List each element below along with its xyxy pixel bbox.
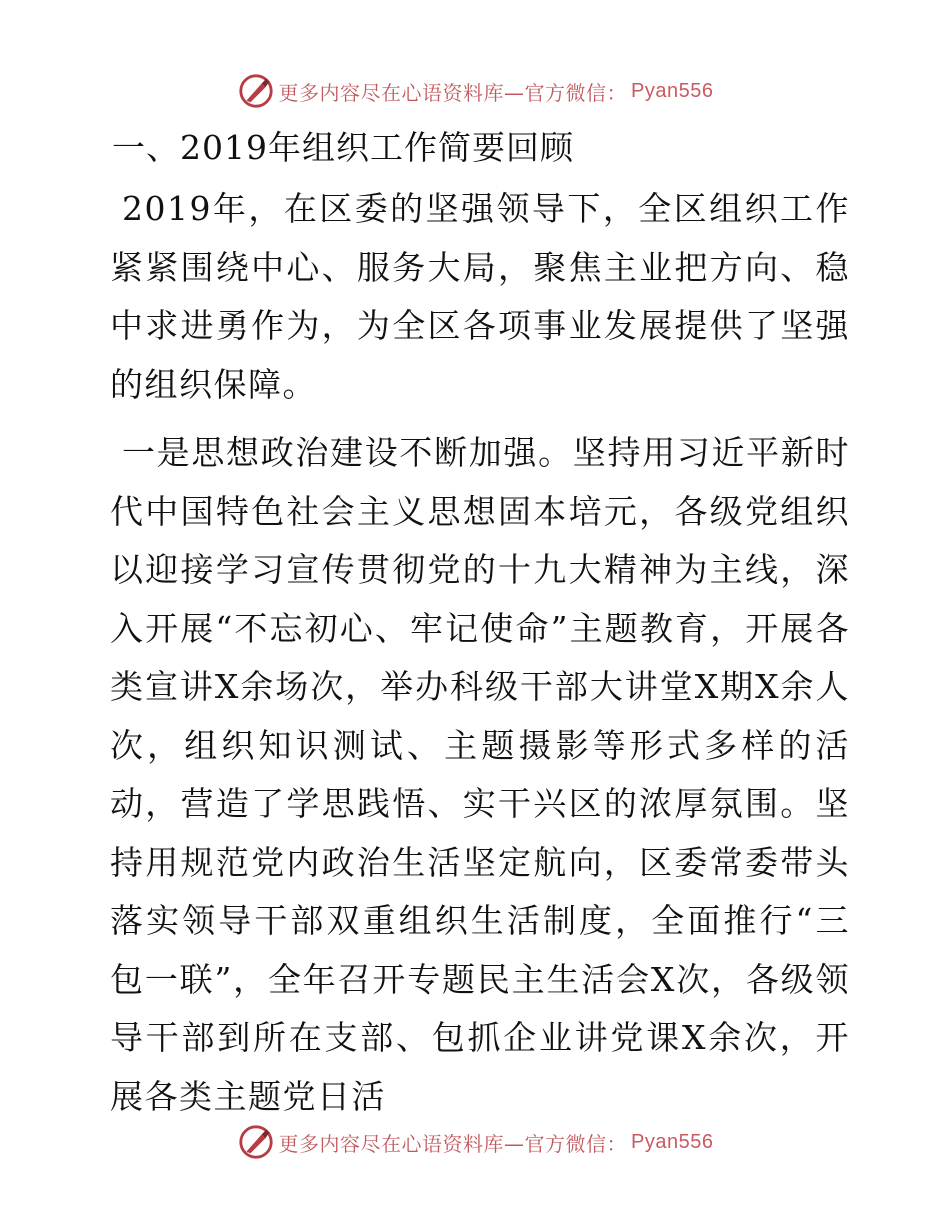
watermark-contact: Pyan556 [631, 1130, 714, 1153]
watermark-contact: Pyan556 [631, 79, 714, 102]
section-heading: 一、2019年组织工作简要回顾 [112, 128, 574, 167]
watermark-footer [0, 1123, 950, 1161]
document-body [110, 120, 850, 1136]
watermark-text: 更多内容尽在心语资料库—官方微信： [278, 1131, 628, 1156]
pen-logo-icon [237, 1123, 275, 1161]
watermark-header [0, 72, 950, 110]
pen-logo-icon [237, 72, 275, 110]
watermark-text: 更多内容尽在心语资料库—官方微信： [278, 80, 628, 105]
paragraph-ideology: 一是思想政治建设不断加强。坚持用习近平新时代中国特色社会主义思想固本培元，各级党组织以迎接学习宣传贯彻党的十九大精神为主线，深入开展“不忘初心、牢记使命”主题教育，开展各类宣讲X余场次，举办科级干部大讲堂X期X余人次，组织知识测试、主题摄影等形式多样的活动，营造了学思践悟、实干兴区的浓厚氛围。坚持用规范党内政治生活坚定航向，区委常委带头落实领导干部双重组织生活制度，全面推行“三包一联”，全年召开专题民主生活会X次，各级领导干部到所在支部、包抓企业讲党课X余次，开展各类主题党日活 [110, 433, 850, 1116]
paragraph-intro: 2019年，在区委的坚强领导下，全区组织工作紧紧围绕中心、服务大局，聚焦主业把方向、稳中求进勇作为，为全区各项事业发展提供了坚强的组织保障。 [110, 189, 850, 404]
